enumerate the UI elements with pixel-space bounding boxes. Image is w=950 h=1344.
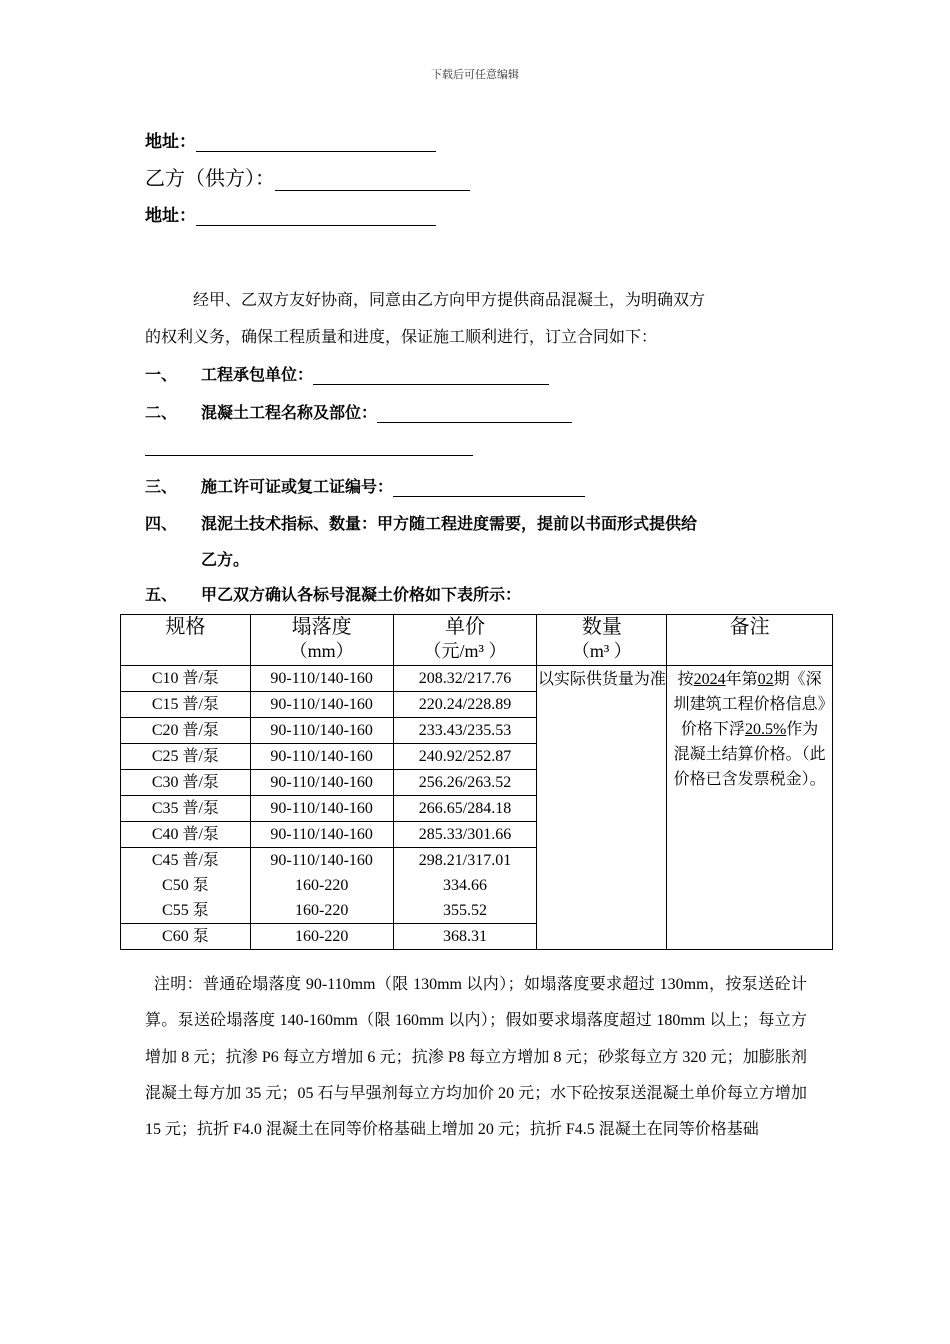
- clause-1: [145, 362, 549, 385]
- cell-spec-group: C45 普/泵 C50 泵 C55 泵: [121, 848, 251, 924]
- clause-4-text: 混泥土技术指标、数量：甲方随工程进度需要，提前以书面形式提供给: [201, 514, 698, 533]
- cell-spec: C35 普/泵: [121, 796, 251, 822]
- cell-price: 256.26/263.52: [393, 770, 537, 796]
- header-qty: 数量 （m³ ）: [537, 615, 667, 666]
- clause-4-number: 四、: [145, 514, 178, 533]
- cell-slump-group: 90-110/140-160 160-220 160-220: [250, 848, 393, 924]
- address-a-blank[interactable]: [196, 135, 436, 152]
- table-header-row: [121, 615, 833, 666]
- cell-price: 266.65/284.18: [393, 796, 537, 822]
- cell-spec: C15 普/泵: [121, 692, 251, 718]
- header-slump: 塌落度 （mm）: [250, 615, 393, 666]
- cell-spec: C60 泵: [121, 924, 251, 950]
- clause-4-line-2: 乙方。: [201, 550, 250, 569]
- clause-3-blank[interactable]: [393, 480, 585, 497]
- address-b-blank[interactable]: [196, 209, 436, 226]
- cell-price: 233.43/235.53: [393, 718, 537, 744]
- cell-slump: 160-220: [250, 924, 393, 950]
- address-a-line: [145, 127, 436, 152]
- header-price: 单价 （元/m³ ）: [393, 615, 537, 666]
- address-b-label: 地址：: [145, 206, 196, 226]
- cell-qty: 以实际供货量为准: [537, 666, 667, 950]
- page-header: 下载后可任意编辑: [431, 69, 519, 81]
- clause-3: [145, 474, 585, 497]
- clause-2-blank[interactable]: [377, 406, 572, 423]
- party-b-label: 乙方（供方）：: [145, 168, 275, 190]
- cell-slump: 90-110/140-160: [250, 770, 393, 796]
- clause-5-text: 甲乙双方确认各标号混凝土价格如下表所示：: [201, 585, 522, 604]
- header-note: 备注: [667, 615, 833, 666]
- clause-1-blank[interactable]: [313, 368, 549, 385]
- cell-price: 208.32/217.76: [393, 666, 537, 692]
- clause-4: [145, 511, 697, 534]
- cell-price: 285.33/301.66: [393, 822, 537, 848]
- cell-slump: 90-110/140-160: [250, 692, 393, 718]
- intro-line-1: 经甲、乙双方友好协商，同意由乙方向甲方提供商品混凝土，为明确双方: [193, 292, 706, 309]
- cell-slump: 90-110/140-160: [250, 718, 393, 744]
- clause-1-text: 工程承包单位：: [201, 365, 314, 384]
- remark-paragraph: 注明：普通砼塌落度 90-110mm（限 130mm 以内）；如塌落度要求超过 130mm，按泵送砼计算。泵送砼塌落度 140-160mm（限 160mm 以内）；假如要求塌落度超过 180mm 以上；每立方增加 8 元；抗渗 P6 每立方增加 6 元；抗渗 P8 每立方增加 8 元；砂浆每立方 320 元；加膨胀剂混凝土每方加 35 元；05 石与早强剂每立方均加价 20 元；水下砼按泵送混凝土单价每立方增加 15 元；抗折 F4.0 混凝土在同等价格基础上增加 20 元；抗折 F4.5 混凝土在同等价格基础: [145, 976, 807, 1139]
- party-b-blank[interactable]: [275, 170, 470, 191]
- intro-line-2: 的权利义务，确保工程质量和进度，保证施工顺利进行，订立合同如下：: [145, 329, 658, 346]
- clause-2-number: 二、: [145, 403, 178, 422]
- cell-slump: 90-110/140-160: [250, 744, 393, 770]
- cell-slump: 90-110/140-160: [250, 796, 393, 822]
- clause-2-continuation: [145, 438, 473, 456]
- cell-spec: C20 普/泵: [121, 718, 251, 744]
- cell-note: 按2024年第02期《深圳建筑工程价格信息》价格下浮20.5%作为混凝土结算价格。（此价格已含发票税金）。: [667, 666, 833, 950]
- cell-price: 220.24/228.89: [393, 692, 537, 718]
- address-a-label: 地址：: [145, 132, 196, 152]
- cell-price: 240.92/252.87: [393, 744, 537, 770]
- price-table: [120, 614, 833, 950]
- cell-slump: 90-110/140-160: [250, 822, 393, 848]
- cell-price: 368.31: [393, 924, 537, 950]
- cell-price-group: 298.21/317.01 334.66 355.52: [393, 848, 537, 924]
- clause-2-text: 混凝土工程名称及部位：: [201, 403, 378, 422]
- table-row: [121, 666, 833, 692]
- clause-5-number: 五、: [145, 585, 178, 604]
- cell-spec: C25 普/泵: [121, 744, 251, 770]
- cell-spec: C10 普/泵: [121, 666, 251, 692]
- cell-spec: C40 普/泵: [121, 822, 251, 848]
- clause-3-text: 施工许可证或复工证编号：: [201, 477, 394, 496]
- header-spec: 规格: [121, 615, 251, 666]
- clause-2: [145, 400, 572, 423]
- party-b-line: [145, 162, 470, 191]
- clause-5: [145, 582, 521, 605]
- cell-spec: C30 普/泵: [121, 770, 251, 796]
- clause-1-number: 一、: [145, 365, 178, 384]
- clause-3-number: 三、: [145, 477, 178, 496]
- address-b-line: [145, 201, 436, 226]
- clause-2-blank-2[interactable]: [145, 439, 473, 456]
- cell-slump: 90-110/140-160: [250, 666, 393, 692]
